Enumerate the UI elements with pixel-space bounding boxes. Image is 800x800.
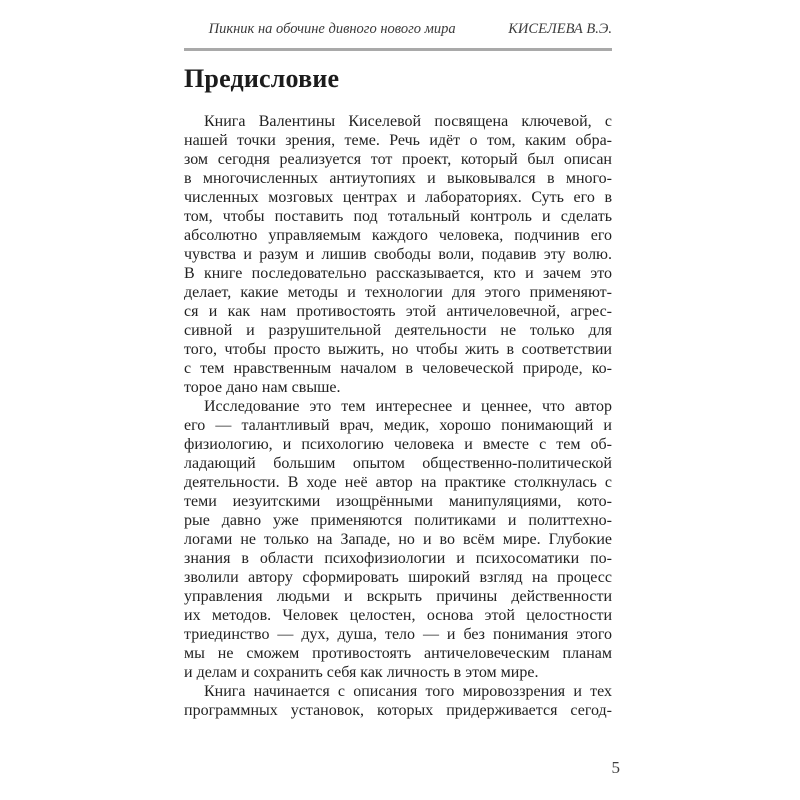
text-line: численных мозговых центрах и лабораториях. Суть его в	[184, 189, 612, 206]
text-line: программных установок, которых придерживается сегод-	[184, 702, 612, 719]
text-line: с тем нравственным началом в человеческой природе, ко-	[184, 360, 612, 377]
text-line: ся и как нам противостоять этой античеловечной, агрес-	[184, 303, 612, 320]
text-line: триединство — дух, душа, тело — и без понимания этого	[184, 626, 612, 643]
text-line: знания в области психофизиологии и психосоматики по-	[184, 550, 612, 567]
text-line: его — талантливый врач, медик, хорошо понимающий и	[184, 417, 612, 434]
text-line: делает, какие методы и технологии для этого применяют-	[184, 284, 612, 301]
text-line: и делам и сохранить себя как личность в этом мире.	[184, 664, 539, 681]
text-line: того, чтобы просто выжить, но чтобы жить в соответствии	[184, 341, 612, 358]
paragraph	[184, 112, 612, 397]
page-number: 5	[611, 758, 620, 777]
text-line: теми иезуитскими изощрёнными манипуляциями, кото-	[184, 493, 612, 510]
chapter-heading: Предисловие	[184, 64, 340, 93]
body-text	[184, 112, 612, 720]
text-line: Книга начинается с описания того мировоззрения и тех	[204, 683, 612, 700]
running-author: КИСЕЛЕВА В.Э.	[508, 21, 612, 37]
header-rule	[184, 48, 612, 51]
text-line: логами не только на Западе, но и во всём мире. Глубокие	[184, 531, 612, 548]
paragraph	[184, 397, 612, 682]
text-line: абсолютно управляемым каждого человека, подчинив его	[184, 227, 612, 244]
text-line: управления людьми и вскрыть причины действенности	[184, 588, 612, 605]
text-line: Исследование это тем интереснее и ценнее, что автор	[204, 398, 612, 415]
text-line: деятельности. В ходе неё автор на практике столкнулась с	[184, 474, 612, 491]
text-line: в многочисленных антиутопиях и выковывался в много-	[184, 170, 612, 187]
running-header	[184, 20, 612, 38]
text-line: физиологию, и психологию человека и вместе с тем об-	[184, 436, 612, 453]
text-line: нашей точки зрения, теме. Речь идёт о том, каким обра-	[184, 132, 612, 149]
text-line: их методов. Человек целостен, основа этой целостности	[184, 607, 612, 624]
text-line: том, чтобы поставить под тотальный контроль и сделать	[184, 208, 612, 225]
text-line: рые давно уже применяются политиками и политтехно-	[184, 512, 612, 529]
text-line: зом сегодня реализуется тот проект, который был описан	[184, 151, 612, 168]
text-line: сивной и разрушительной деятельности не только для	[184, 322, 612, 339]
text-line: Книга Валентины Киселевой посвящена ключевой, с	[204, 113, 612, 130]
text-line: торое дано нам свыше.	[184, 379, 341, 396]
text-line: мы не сможем противостоять античеловеческим планам	[184, 645, 612, 662]
text-line: чувства и разум и лишив свободы воли, подавив эту волю.	[184, 246, 612, 263]
text-line: В книге последовательно рассказывается, кто и зачем это	[184, 265, 612, 282]
text-line: ладающий большим опытом общественно-политической	[184, 455, 612, 472]
paragraph	[184, 682, 612, 720]
text-line: зволили автору сформировать широкий взгляд на процесс	[184, 569, 612, 586]
running-title: Пикник на обочине дивного нового мира	[208, 21, 456, 37]
book-page	[184, 0, 620, 778]
